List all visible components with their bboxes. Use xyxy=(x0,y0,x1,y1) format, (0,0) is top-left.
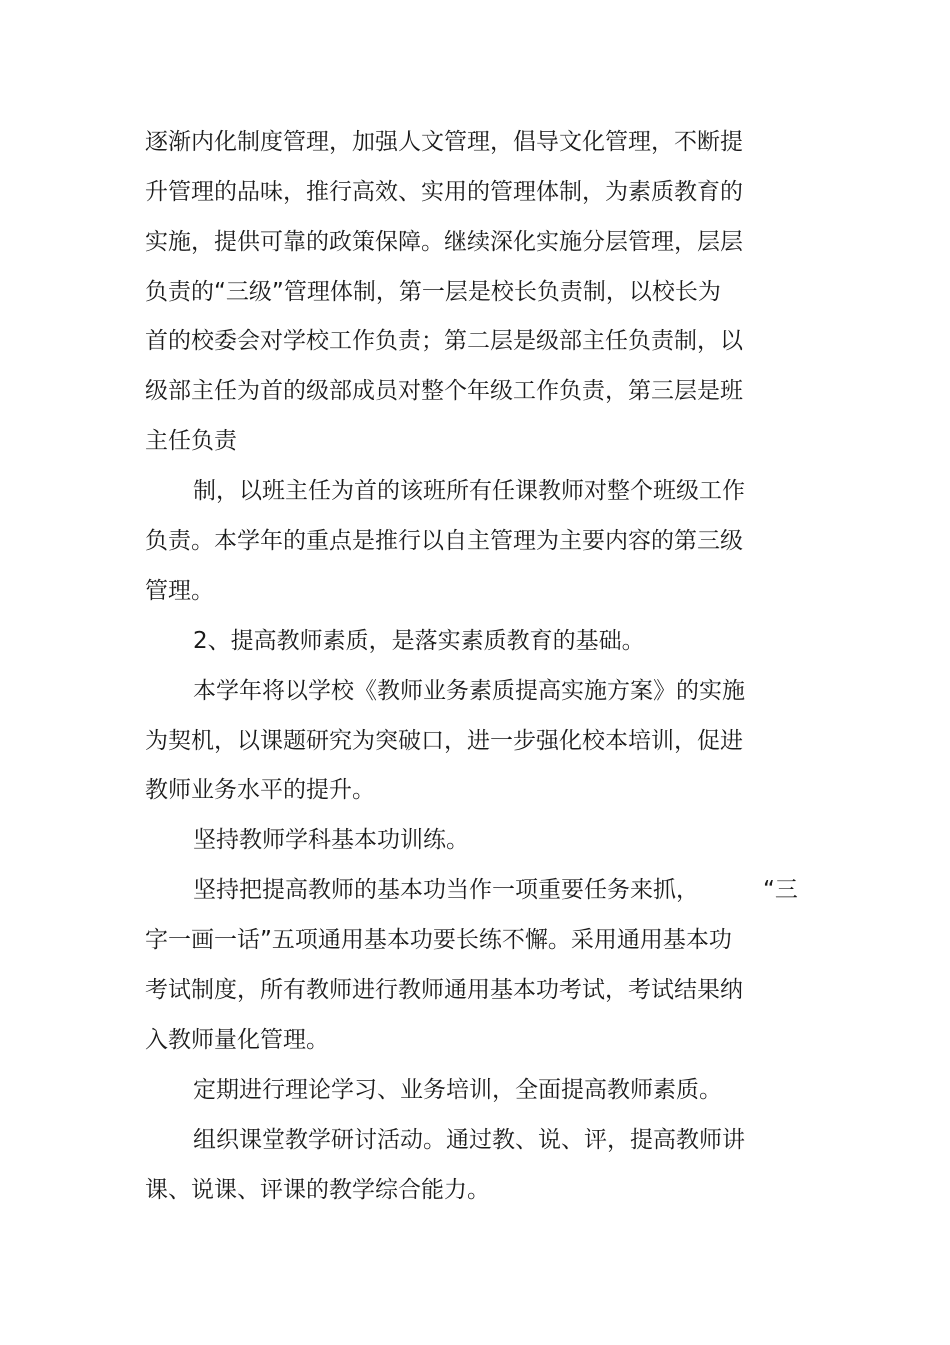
paragraph-line: 首的校委会对学校工作负责；第二层是级部主任负责制，以 xyxy=(145,328,743,354)
paragraph-line: 组织课堂教学研讨活动。通过教、说、评，提高教师讲 xyxy=(193,1127,745,1153)
paragraph-line: 实施，提供可靠的政策保障。继续深化实施分层管理，层层 xyxy=(145,229,743,255)
section-heading: 2、提高教师素质，是落实素质教育的基础。 xyxy=(193,628,645,654)
paragraph-line: 坚持把提高教师的基本功当作一项重要任务来抓， xyxy=(193,877,699,903)
paragraph-line: 定期进行理论学习、业务培训，全面提高教师素质。 xyxy=(193,1077,722,1103)
paragraph-line: 坚持教师学科基本功训练。 xyxy=(193,827,469,853)
paragraph-line: 负责的“三级”管理体制，第一层是校长负责制，以校长为 xyxy=(145,279,721,305)
paragraph-line: 逐渐内化制度管理，加强人文管理，倡导文化管理，不断提 xyxy=(145,129,743,155)
paragraph-line: 负责。本学年的重点是推行以自主管理为主要内容的第三级 xyxy=(145,528,743,554)
paragraph-line: 制，以班主任为首的该班所有任课教师对整个班级工作 xyxy=(193,478,745,504)
paragraph-line-tail: “三 xyxy=(763,877,798,903)
paragraph-line: 级部主任为首的级部成员对整个年级工作负责，第三层是班 xyxy=(145,378,743,404)
paragraph-line: 升管理的品味，推行高效、实用的管理体制，为素质教育的 xyxy=(145,179,743,205)
paragraph-line: 字一画一话”五项通用基本功要长练不懈。采用通用基本功 xyxy=(145,927,732,953)
paragraph-line: 考试制度，所有教师进行教师通用基本功考试，考试结果纳 xyxy=(145,977,743,1003)
paragraph-line: 入教师量化管理。 xyxy=(145,1027,329,1053)
paragraph-line: 为契机，以课题研究为突破口，进一步强化校本培训，促进 xyxy=(145,728,743,754)
paragraph-line: 本学年将以学校《教师业务素质提高实施方案》的实施 xyxy=(193,678,745,704)
paragraph-line: 主任负责 xyxy=(145,428,237,454)
paragraph-line: 课、说课、评课的教学综合能力。 xyxy=(145,1177,490,1203)
paragraph-line: 管理。 xyxy=(145,578,214,604)
paragraph-line: 教师业务水平的提升。 xyxy=(145,777,375,803)
